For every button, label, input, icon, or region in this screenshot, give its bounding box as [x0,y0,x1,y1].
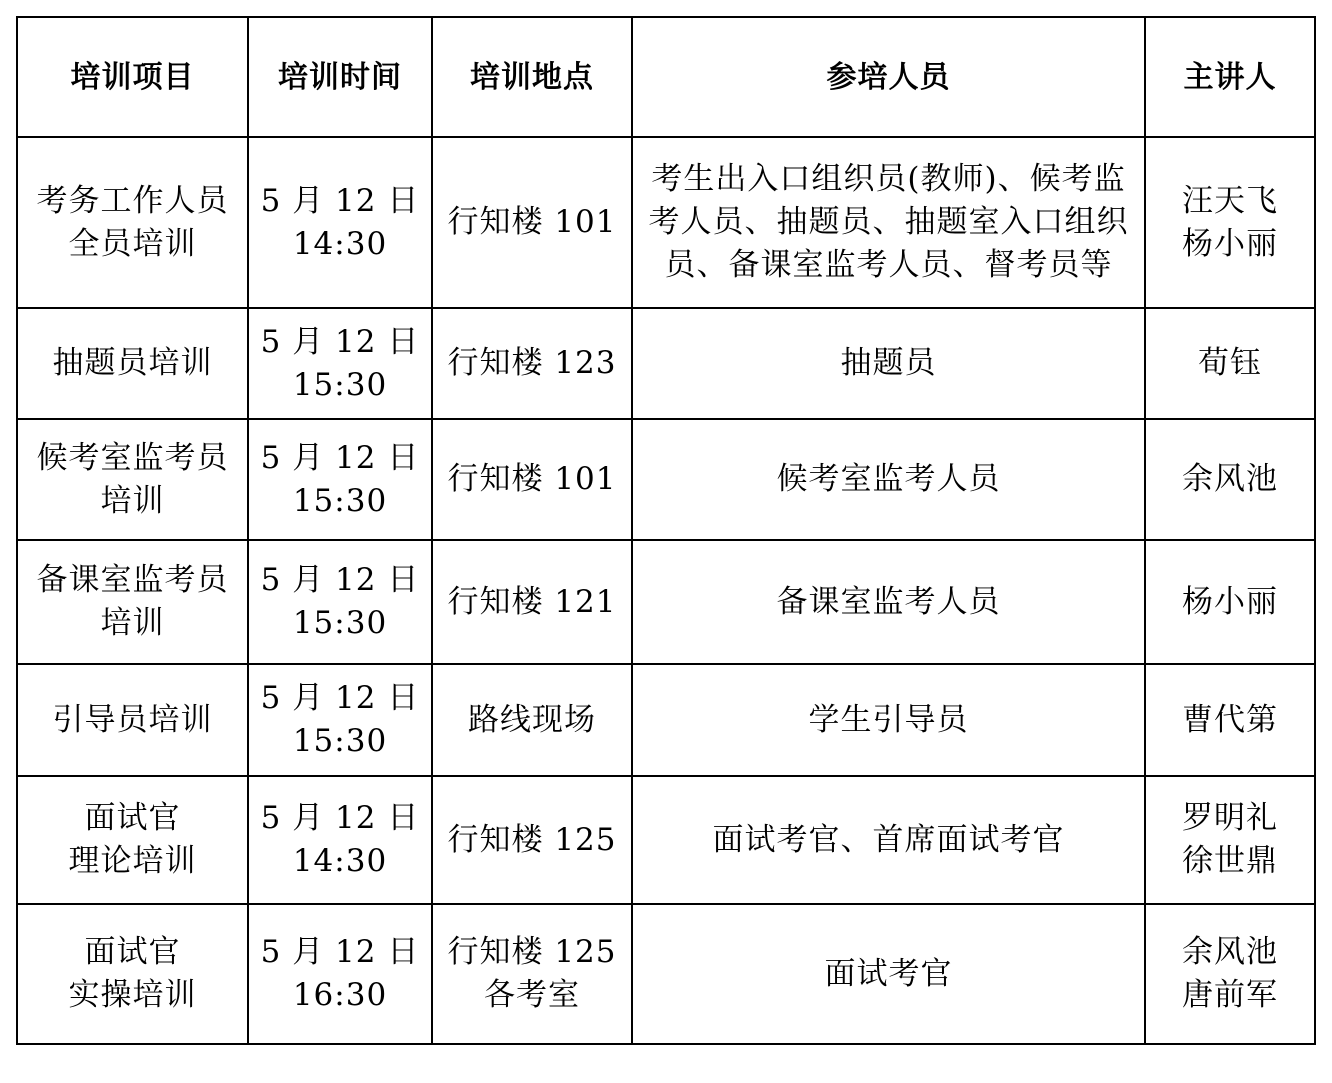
cell-line: 5 月 12 日 [260,800,420,836]
cell-time [248,137,432,308]
cell-speaker [1145,540,1315,664]
cell-line: 实操培训 [68,977,197,1013]
cell-time [248,664,432,776]
cell-line: 理论培训 [68,843,197,879]
cell-line: 面试官 [84,934,181,970]
cell-line: 行知楼 101 [447,204,617,240]
cell-line: 行知楼 101 [447,461,617,497]
cell-location [432,904,632,1044]
cell-line: 面试考官、首席面试考官 [712,821,1065,858]
cell-location [432,540,632,664]
cell-line: 16:30 [292,977,388,1013]
cell-project [17,308,248,419]
cell-line: 全员培训 [68,225,197,262]
cell-speaker [1145,904,1315,1044]
cell-line: 候考室监考员 [36,439,229,476]
header-project: 培训项目 [17,17,248,137]
cell-line: 备课室监考人员 [776,583,1001,620]
table-row [17,664,1315,776]
cell-line: 徐世鼎 [1182,843,1278,879]
cell-participants [632,419,1145,540]
cell-participants [632,776,1145,904]
cell-line: 5 月 12 日 [260,182,420,219]
cell-participants [632,137,1145,308]
cell-line: 候考室监考人员 [776,461,1001,497]
cell-line: 行知楼 121 [447,583,617,620]
cell-line: 14:30 [292,843,388,879]
cell-speaker [1145,308,1315,419]
cell-location [432,776,632,904]
cell-location [432,664,632,776]
cell-project [17,664,248,776]
cell-time [248,776,432,904]
cell-line: 曹代第 [1182,701,1278,738]
cell-speaker [1145,664,1315,776]
cell-speaker [1145,419,1315,540]
cell-line: 5 月 12 日 [260,562,420,598]
cell-line: 5 月 12 日 [260,439,420,476]
table-row [17,419,1315,540]
cell-participants [632,308,1145,419]
cell-line: 面试考官 [824,955,953,992]
cell-line: 考生出入口组织员(教师)、候考监 [651,161,1126,197]
cell-line: 15:30 [292,366,388,403]
cell-project [17,137,248,308]
cell-line: 5 月 12 日 [260,680,420,716]
cell-location [432,308,632,419]
cell-line: 考务工作人员 [36,182,229,219]
table-row [17,540,1315,664]
cell-line: 员、备课室监考人员、督考员等 [664,247,1113,283]
cell-line: 14:30 [292,225,388,262]
cell-line: 考人员、抽题员、抽题室入口组织 [648,204,1129,240]
header-speaker: 主讲人 [1145,17,1315,137]
cell-project [17,540,248,664]
cell-line: 杨小丽 [1182,583,1278,620]
cell-time [248,540,432,664]
cell-location [432,137,632,308]
cell-time [248,308,432,419]
cell-line: 学生引导员 [808,701,969,738]
cell-line: 备课室监考员 [36,562,229,598]
cell-line: 行知楼 125 [447,821,617,858]
cell-project [17,776,248,904]
cell-line: 抽题员 [840,345,937,381]
cell-location [432,419,632,540]
cell-line: 抽题员培训 [52,345,213,381]
header-time: 培训时间 [248,17,432,137]
cell-participants [632,904,1145,1044]
cell-time [248,419,432,540]
cell-line: 荀钰 [1198,345,1262,381]
cell-line: 罗明礼 [1182,800,1278,836]
header-participants: 参培人员 [632,17,1145,137]
header-row [17,17,1315,137]
cell-line: 5 月 12 日 [260,323,420,360]
cell-line: 路线现场 [468,701,596,738]
cell-line: 杨小丽 [1182,225,1278,262]
table-row [17,308,1315,419]
table-row [17,904,1315,1044]
cell-speaker [1145,776,1315,904]
cell-line: 培训 [100,482,165,519]
cell-line: 15:30 [292,723,388,759]
cell-line: 5 月 12 日 [260,934,420,970]
cell-line: 行知楼 125 [447,934,617,970]
cell-line: 行知楼 123 [447,345,617,381]
cell-speaker [1145,137,1315,308]
cell-line: 15:30 [292,605,388,641]
cell-participants [632,540,1145,664]
header-location: 培训地点 [432,17,632,137]
cell-project [17,419,248,540]
table-row [17,137,1315,308]
cell-line: 余风池 [1182,934,1278,970]
cell-line: 各考室 [484,977,580,1013]
cell-project [17,904,248,1044]
cell-line: 培训 [100,605,165,641]
cell-line: 面试官 [84,800,181,836]
cell-line: 余风池 [1182,461,1278,497]
training-schedule-table [16,16,1316,1045]
cell-line: 15:30 [292,482,388,519]
cell-line: 汪天飞 [1182,182,1278,219]
cell-line: 唐前军 [1182,977,1278,1013]
table-row [17,776,1315,904]
cell-participants [632,664,1145,776]
cell-time [248,904,432,1044]
cell-line: 引导员培训 [52,701,213,738]
